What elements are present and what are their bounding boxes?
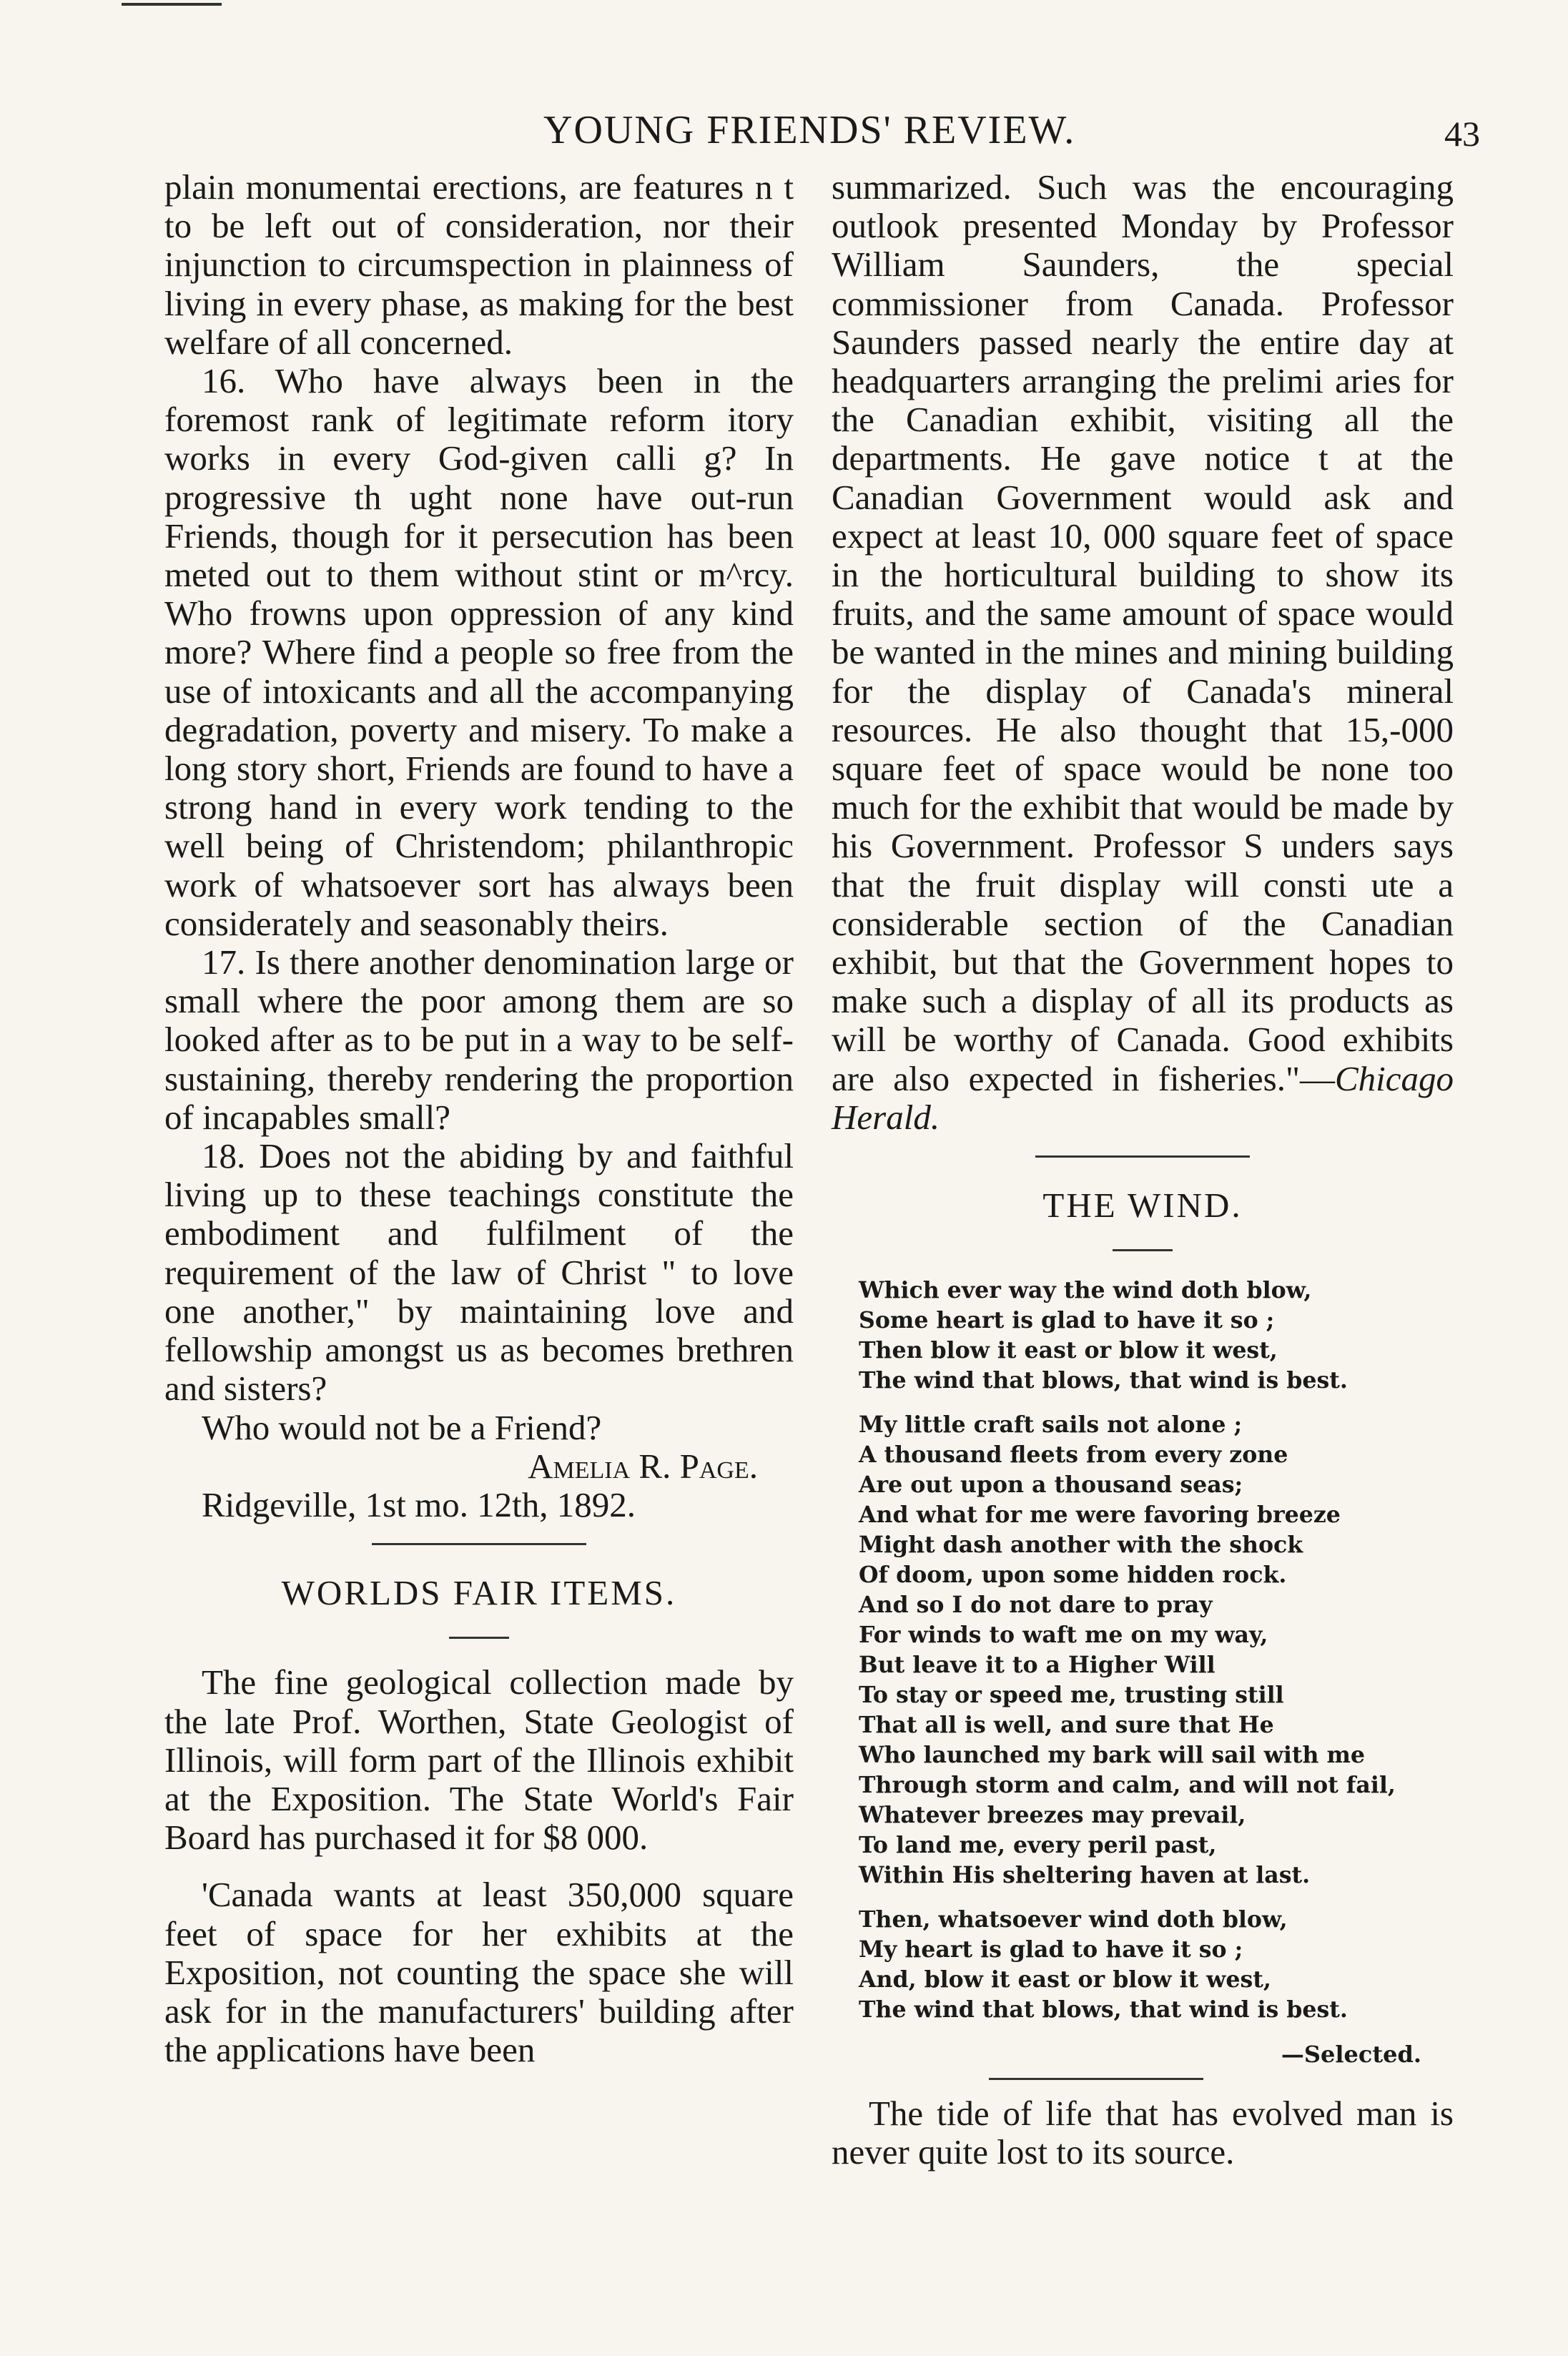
poem-stanza: [859, 1276, 1454, 1396]
section-divider: [1035, 1155, 1250, 1158]
page-number: 43: [1444, 114, 1480, 154]
poem-line: My little craft sails not alone ;: [859, 1411, 1243, 1439]
canada-text: summarized. Such was the encouraging outlook presented Monday by Professor William Saunders, the special commissioner from Canada. Professor Saunders passed nearly the entire day at headquarters arranging the prelimi aries for the Canadian exhibit, visiting all the departments. He gave notice t at the Canadian Government would ask and expect at least 10, 000 square feet of space in the horticultural building to show its fruits, and the same amount of space would be wanted in the mines and mining building for the display of Canada's mineral resources. He also thought that 15,-000 square feet of space would be none too much for the exhibit that would be made by his Government. Professor S unders says that the fruit display will consti ute a considerable section of the Canadian exhibit, but that the Government hopes to make such a display of all its products as will be worthy of Canada. Good exhibits are also expected in fisheries."—: [832, 167, 1454, 1098]
poem-stanza: [859, 1410, 1454, 1891]
poem-line: Which ever way the wind doth blow,: [859, 1277, 1312, 1304]
author-signature: Amelia R. Page.: [528, 1446, 758, 1486]
poem-line: The wind that blows, that wind is best.: [859, 1367, 1348, 1394]
paragraph-16: 16. Who have always been in the foremost rank of legitimate reform itory works in every God-given calli g? In progressive th ught none have out-run Friends, though for it persecution has been meted out to them without stint or m^rcy. Who frowns upon oppression of any kind more? Where find a people so free from the use of intoxicants and all the accompanying degradation, poverty and misery. To make a long story short, Friends are found to have a strong hand in every work tending to the well being of Christendom; philanthropic work of whatsoever sort has always been considerately and seasonably theirs.: [164, 361, 794, 943]
poem-line: To land me, every peril past,: [859, 1832, 1217, 1859]
poem-line: Then blow it east or blow it west,: [859, 1337, 1278, 1364]
page-header: [164, 107, 1480, 157]
poem-line: Who launched my bark will sail with me: [859, 1742, 1365, 1769]
wind-heading: THE WIND.: [1042, 1186, 1243, 1226]
paragraph-17: 17. Is there another denomination large or small where the poor among them are so looked after as to be put in a way to be self-sustaining, thereby rendering the proportion of incapables small?: [164, 942, 794, 1137]
running-title: YOUNG FRIENDS' REVIEW.: [543, 108, 1076, 152]
poem-line: Are out upon a thousand seas;: [859, 1472, 1243, 1499]
poem-line: But leave it to a Higher Will: [859, 1652, 1216, 1679]
heading-rule: [1113, 1249, 1173, 1251]
poem-line: A thousand fleets from every zone: [859, 1441, 1288, 1469]
right-column: [832, 168, 1454, 2172]
poem-line: And what for me were favoring breeze: [859, 1502, 1341, 1529]
poem-the-wind: [859, 1276, 1454, 2025]
poem-line: And so I do not dare to pray: [859, 1592, 1213, 1619]
poem-line: To stay or speed me, trusting still: [859, 1682, 1284, 1709]
closing-aphorism: The tide of life that has evolved man is never quite lost to its source.: [832, 2094, 1454, 2172]
poem-line: Through storm and calm, and will not fail,: [859, 1772, 1396, 1799]
worlds-fair-heading: WORLDS FAIR ITEMS.: [281, 1573, 677, 1613]
left-column: [164, 168, 794, 2069]
poem-line: Then, whatsoever wind doth blow,: [859, 1906, 1288, 1933]
canada-paragraph-continued: [832, 168, 1454, 1137]
source-citation: Chicago Herald.: [832, 1058, 1454, 1137]
top-rule: [122, 3, 222, 6]
poem-line: Might dash another with the shock: [859, 1532, 1303, 1559]
poem-attribution: —Selected.: [1281, 2041, 1421, 2069]
fair-item-geology: The fine geological collection made by the late Prof. Worthen, State Geologist of Illinois, will form part of the Illinois exhibit at the Exposition. The State World's Fair Board has purchased it for $8 000.: [164, 1662, 794, 1858]
poem-line: My heart is glad to have it so ;: [859, 1936, 1243, 1963]
poem-line: That all is well, and sure that He: [859, 1712, 1274, 1739]
closing-question: Who would not be a Friend?: [202, 1407, 602, 1447]
poem-line: Some heart is glad to have it so ;: [859, 1307, 1275, 1334]
paragraph-continued: plain monumentai erections, are features n t to be left out of consideration, nor their injunction to circumspection in plainness of living in every phase, as making for the best welfare of all concerned.: [164, 167, 794, 362]
section-divider: [989, 2078, 1203, 2080]
poem-line: Of doom, upon some hidden rock.: [859, 1562, 1287, 1589]
poem-line: And, blow it east or blow it west,: [859, 1966, 1271, 1993]
poem-line: Whatever breezes may prevail,: [859, 1802, 1246, 1829]
poem-line: The wind that blows, that wind is best.: [859, 1996, 1348, 2024]
author-place-date: Ridgeville, 1st mo. 12th, 1892.: [202, 1484, 636, 1524]
poem-stanza: [859, 1905, 1454, 2025]
poem-line: For winds to waft me on my way,: [859, 1622, 1268, 1649]
section-divider: [372, 1543, 586, 1545]
heading-rule: [449, 1637, 509, 1639]
fair-item-canada: 'Canada wants at least 350,000 square feet of space for her exhibits at the Exposition, not counting the space she will ask for in the manufacturers' building after the applications have been: [164, 1875, 794, 2070]
paragraph-18: 18. Does not the abiding by and faithful living up to these teachings constitute the embodiment and fulfilment of the requirement of the law of Christ " to love one another," by maintaining love and fellowship amongst us as becomes brethren and sisters?: [164, 1136, 794, 1409]
poem-line: Within His sheltering haven at last.: [859, 1862, 1311, 1889]
